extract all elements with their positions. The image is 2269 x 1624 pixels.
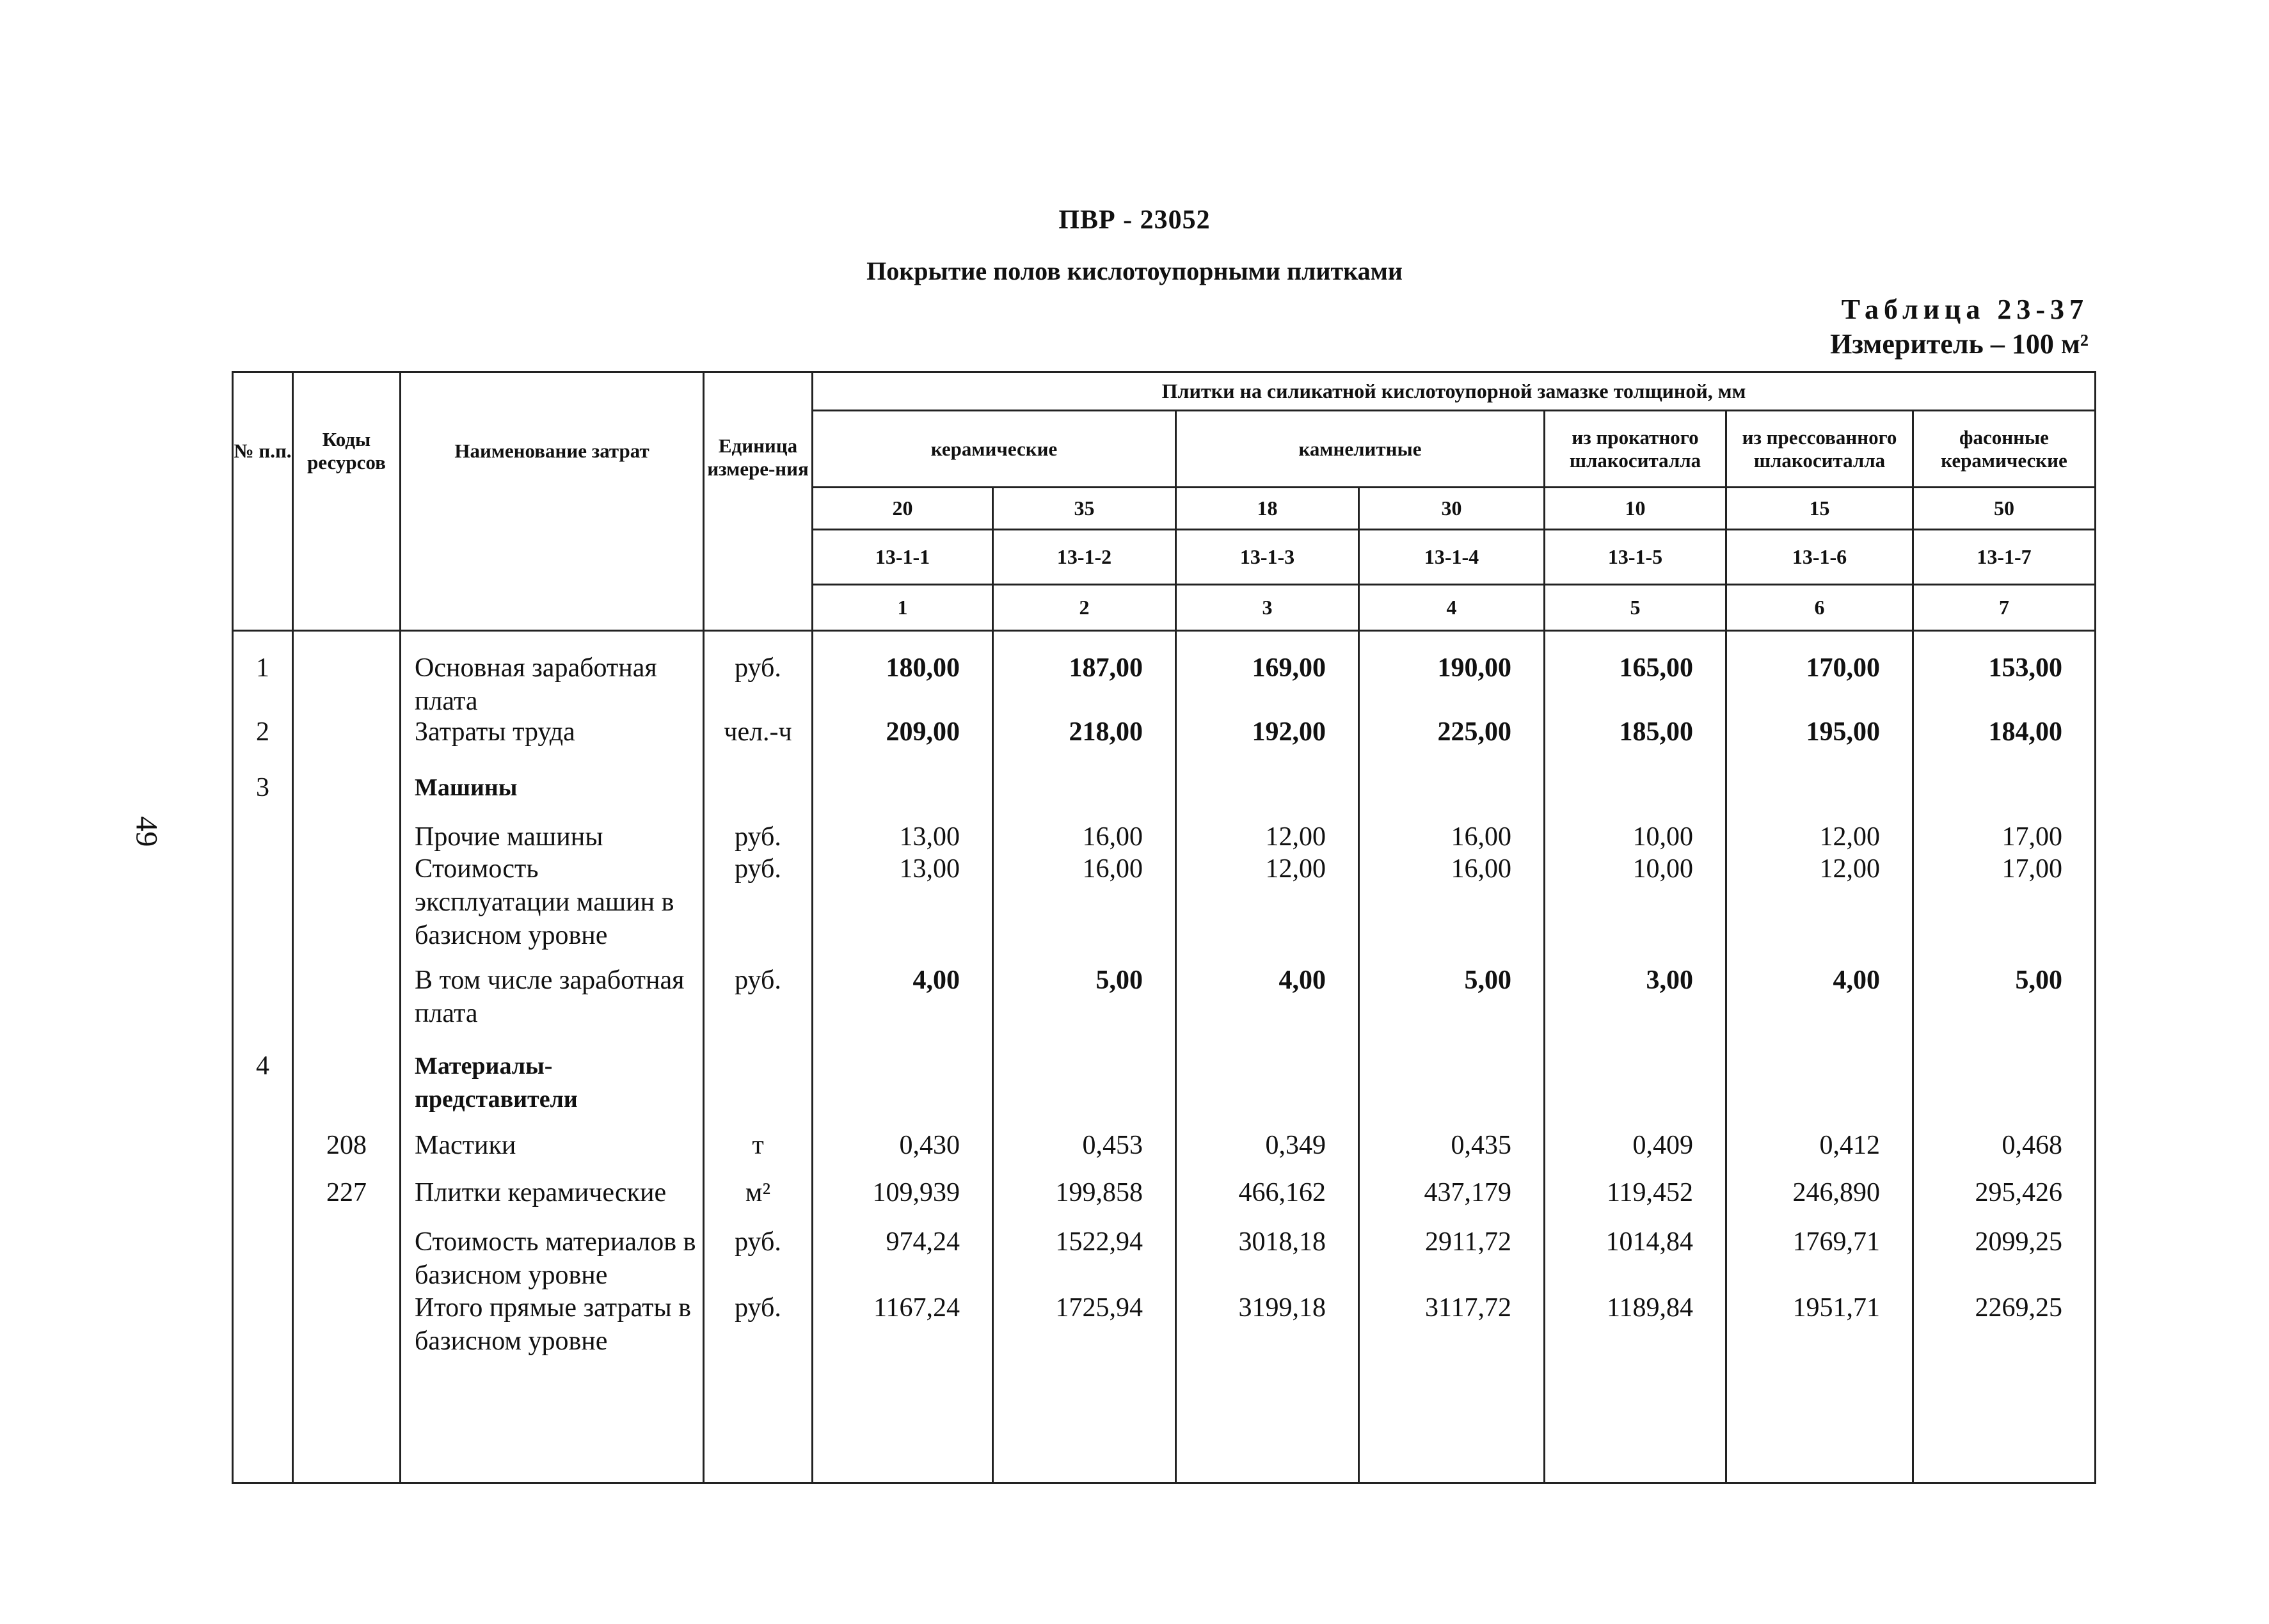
value-cell: 195,00 [1806, 717, 1880, 747]
value-cell: 16,00 [1082, 854, 1143, 884]
value-cell: 2099,25 [1975, 1227, 2062, 1257]
thickness-cell: 20 [892, 497, 913, 520]
code-cell: 13-1-7 [1977, 545, 2032, 569]
header-num: № п.п. [234, 440, 292, 463]
code-cell: 13-1-4 [1424, 545, 1479, 569]
cost-item-name: Стоимость эксплуатации машин в базисном уровне [415, 854, 674, 950]
group-rolled-slagceram: из прокатного шлакоситалла [1569, 426, 1701, 472]
row-number: 4 [256, 1051, 269, 1081]
index-cell: 7 [1999, 596, 2009, 619]
row-number: 2 [256, 717, 269, 747]
value-cell: 246,890 [1792, 1178, 1880, 1207]
cost-item-name: Прочие машины [415, 822, 603, 852]
index-cell: 1 [897, 596, 908, 619]
value-cell: 187,00 [1069, 653, 1143, 683]
value-cell: 185,00 [1619, 717, 1693, 747]
value-cell: 169,00 [1252, 653, 1326, 683]
resource-code: 208 [326, 1131, 367, 1160]
resource-code: 227 [326, 1178, 367, 1207]
value-cell: 3117,72 [1425, 1293, 1511, 1323]
value-cell: 3018,18 [1238, 1227, 1326, 1257]
code-cell: 13-1-6 [1792, 545, 1847, 569]
row-number: 3 [256, 773, 269, 802]
value-cell: 10,00 [1632, 854, 1693, 884]
value-cell: 4,00 [1833, 966, 1880, 995]
col-line-2 [399, 371, 401, 1484]
unit-of-measure: руб. [735, 1293, 781, 1323]
value-cell: 5,00 [1464, 966, 1511, 995]
value-cell: 0,349 [1265, 1131, 1326, 1160]
value-cell: 180,00 [886, 653, 960, 683]
value-cell: 17,00 [2002, 854, 2062, 884]
value-cell: 974,24 [886, 1227, 960, 1257]
thickness-cell: 35 [1074, 497, 1095, 520]
value-cell: 190,00 [1437, 653, 1511, 683]
value-cell: 109,939 [872, 1178, 960, 1207]
col-line-1 [292, 371, 294, 1484]
index-cell: 5 [1630, 596, 1641, 619]
value-cell: 0,453 [1082, 1131, 1143, 1160]
code-cell: 13-1-2 [1056, 545, 1112, 569]
value-cell: 1189,84 [1607, 1293, 1693, 1323]
cost-item-name: Стоимость материалов в базисном уровне [415, 1227, 696, 1290]
value-cell: 153,00 [1988, 653, 2062, 683]
page-number: 49 [129, 816, 164, 847]
value-cell: 0,430 [899, 1131, 960, 1160]
value-cell: 165,00 [1619, 653, 1693, 683]
value-cell: 192,00 [1252, 717, 1326, 747]
col-line-0 [232, 371, 234, 1484]
code-cell: 13-1-1 [875, 545, 930, 569]
unit-of-measure: руб. [735, 966, 781, 995]
value-cell: 12,00 [1819, 822, 1880, 852]
col-line-11 [2094, 371, 2096, 1484]
cost-item-name: Затраты труда [415, 717, 575, 747]
value-cell: 13,00 [899, 822, 960, 852]
value-cell: 218,00 [1069, 717, 1143, 747]
code-cell: 13-1-5 [1607, 545, 1663, 569]
row-number: 1 [256, 653, 269, 683]
table-bottom-border [232, 1482, 2096, 1484]
group-cast-stone: камнелитные [1298, 437, 1422, 460]
value-cell: 437,179 [1424, 1178, 1511, 1207]
value-cell: 0,409 [1632, 1131, 1693, 1160]
value-cell: 170,00 [1806, 653, 1880, 683]
unit-of-measure: руб. [735, 1227, 781, 1257]
value-cell: 1167,24 [873, 1293, 960, 1323]
value-cell: 466,162 [1238, 1178, 1326, 1207]
cost-item-name: Материалы-представители [415, 1053, 578, 1113]
value-cell: 225,00 [1437, 717, 1511, 747]
unit-of-measure: т [752, 1131, 764, 1160]
thickness-cell: 18 [1257, 497, 1278, 520]
cost-item-name: Машины [415, 774, 518, 801]
value-cell: 10,00 [1632, 822, 1693, 852]
value-cell: 3,00 [1646, 966, 1693, 995]
value-cell: 0,468 [2002, 1131, 2062, 1160]
header-codes: Коды ресурсов [307, 428, 386, 474]
header-unit: Единица измере-ния [707, 434, 809, 480]
cost-item-name: В том числе заработная плата [415, 966, 685, 1028]
unit-of-measure: руб. [735, 653, 781, 683]
value-cell: 3199,18 [1238, 1293, 1326, 1323]
value-cell: 12,00 [1265, 822, 1326, 852]
code-cell: 13-1-3 [1239, 545, 1295, 569]
document-code: ПВР - 23052 [1058, 205, 1211, 235]
value-cell: 295,426 [1975, 1178, 2062, 1207]
value-cell: 1725,94 [1055, 1293, 1143, 1323]
cost-item-name: Основная заработная плата [415, 653, 657, 716]
unit-of-measure: чел.-ч [724, 717, 792, 747]
measure-unit: Измеритель – 100 м² [1830, 328, 2089, 360]
index-cell: 4 [1446, 596, 1457, 619]
group-pressed-slagceram: из прессованного шлакоситалла [1742, 426, 1897, 472]
value-cell: 16,00 [1451, 822, 1511, 852]
group-shaped-ceramic: фасонные керамические [1941, 426, 2067, 472]
value-cell: 2911,72 [1425, 1227, 1511, 1257]
value-cell: 12,00 [1819, 854, 1880, 884]
value-cell: 1014,84 [1605, 1227, 1693, 1257]
value-cell: 1951,71 [1792, 1293, 1880, 1323]
header-bottom-border [232, 630, 2096, 632]
group-ceramic: керамические [930, 437, 1058, 460]
value-cell: 5,00 [1095, 966, 1143, 995]
unit-of-measure: руб. [735, 822, 781, 852]
thickness-cell: 50 [1994, 497, 2014, 520]
value-cell: 16,00 [1082, 822, 1143, 852]
unit-of-measure: руб. [735, 854, 781, 884]
value-cell: 12,00 [1265, 854, 1326, 884]
cost-item-name: Итого прямые затраты в базисном уровне [415, 1293, 692, 1356]
value-cell: 17,00 [2002, 822, 2062, 852]
document-subtitle: Покрытие полов кислотоупорными плитками [866, 257, 1403, 285]
value-cell: 5,00 [2015, 966, 2062, 995]
group-header: Плитки на силикатной кислотоупорной замазке толщиной, мм [1161, 379, 1746, 403]
value-cell: 184,00 [1988, 717, 2062, 747]
table-label: Таблица 23-37 [1841, 294, 2089, 325]
index-cell: 3 [1262, 596, 1273, 619]
value-cell: 16,00 [1451, 854, 1511, 884]
thickness-cell: 15 [1809, 497, 1830, 520]
value-cell: 1522,94 [1055, 1227, 1143, 1257]
thickness-cell: 10 [1625, 497, 1646, 520]
cost-item-name: Плитки керамические [415, 1178, 667, 1207]
index-cell: 2 [1079, 596, 1090, 619]
value-cell: 209,00 [886, 717, 960, 747]
cost-item-name: Мастики [415, 1131, 516, 1160]
value-cell: 4,00 [912, 966, 960, 995]
thickness-cell: 30 [1441, 497, 1462, 520]
value-cell: 13,00 [899, 854, 960, 884]
index-cell: 6 [1814, 596, 1825, 619]
value-cell: 2269,25 [1975, 1293, 2062, 1323]
value-cell: 119,452 [1607, 1178, 1693, 1207]
value-cell: 0,435 [1451, 1131, 1511, 1160]
value-cell: 4,00 [1278, 966, 1326, 995]
unit-of-measure: м² [745, 1178, 771, 1207]
header-name: Наименование затрат [454, 440, 649, 463]
value-cell: 0,412 [1819, 1131, 1880, 1160]
value-cell: 1769,71 [1792, 1227, 1880, 1257]
value-cell: 199,858 [1055, 1178, 1143, 1207]
